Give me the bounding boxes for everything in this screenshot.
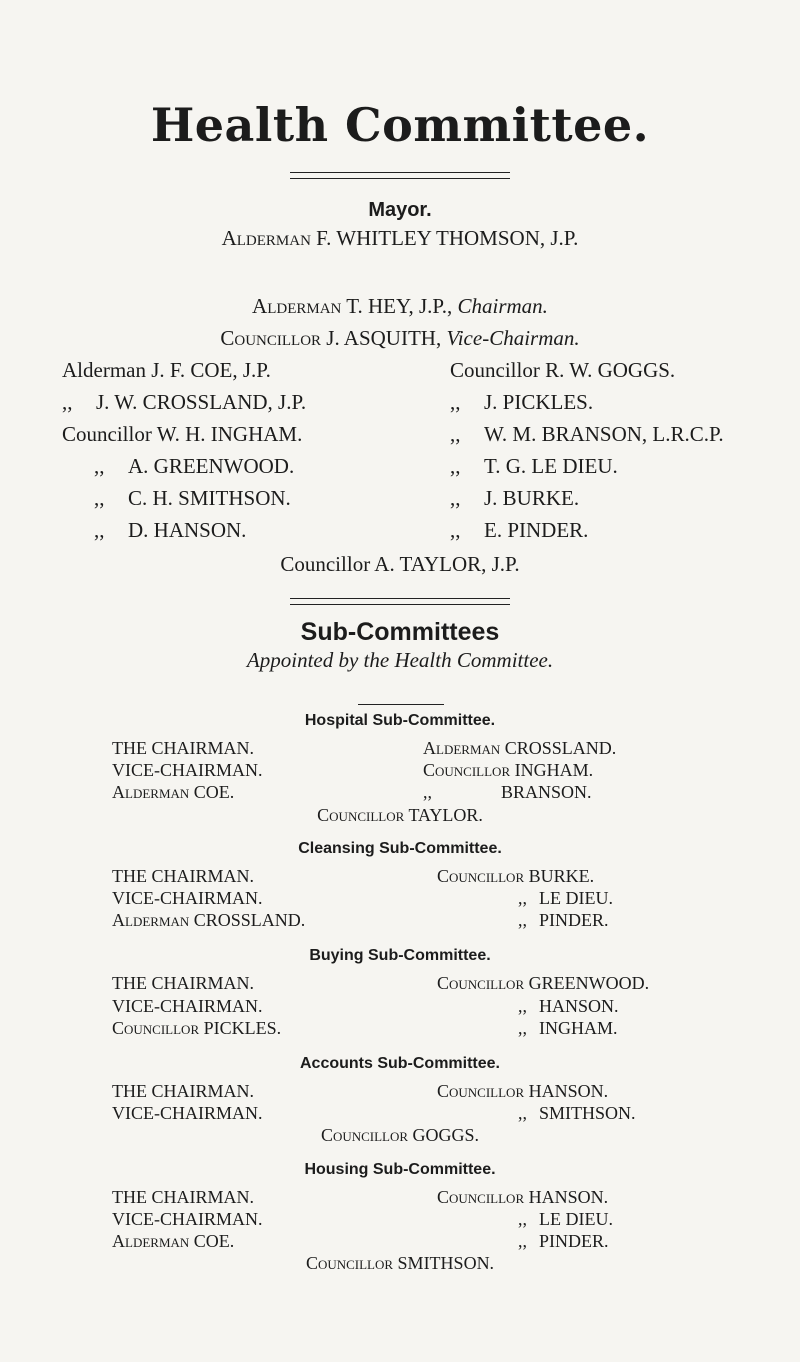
member-right-4: ,, T. G. LE DIEU.: [450, 454, 618, 478]
hospital-last: Councillor TAYLOR.: [317, 805, 483, 825]
vice-chairman-line: [0, 326, 800, 351]
ditto-mark: ,,: [450, 390, 461, 414]
buying-left-3: Councillor PICKLES.: [112, 1018, 282, 1038]
buying-right-2: ,, HANSON.: [437, 996, 619, 1017]
accounts-left-1: THE CHAIRMAN.: [112, 1081, 254, 1101]
member-right-3: ,, W. M. BRANSON, L.R.C.P.: [450, 422, 724, 446]
section-heading-accounts: Accounts Sub-Committee.: [299, 1055, 500, 1072]
housing-left-2: VICE-CHAIRMAN.: [112, 1209, 263, 1229]
accounts-right-1: Councillor HANSON.: [437, 1081, 609, 1101]
mayor-heading: Mayor.: [368, 199, 432, 221]
member-left-2: ,, J. W. CROSSLAND, J.P.: [62, 390, 307, 414]
member-last: Councillor A. TAYLOR, J.P.: [280, 552, 520, 576]
cleansing-right-1: Councillor BURKE.: [437, 866, 595, 886]
buying-right-3: ,, INGHAM.: [437, 1018, 618, 1039]
ditto-mark: ,,: [94, 518, 105, 542]
section-heading-buying: Buying Sub-Committee.: [309, 947, 491, 964]
ditto-mark: ,,: [450, 454, 461, 478]
ditto-mark: ,,: [62, 390, 73, 414]
ditto-mark: ,,: [518, 996, 527, 1016]
vice-chairman-name: Councillor J. ASQUITH,: [220, 326, 442, 350]
member-left-5: ,, C. H. SMITHSON.: [94, 486, 291, 510]
member-left-6: ,, D. HANSON.: [94, 518, 247, 542]
hospital-left-3: Alderman COE.: [112, 782, 235, 802]
title-divider: [290, 172, 510, 179]
ditto-mark: ,,: [518, 888, 527, 908]
member-left-4: ,, A. GREENWOOD.: [94, 454, 295, 478]
ditto-mark: ,,: [94, 454, 105, 478]
ditto-mark: ,,: [94, 486, 105, 510]
subcommittees-divider: [358, 704, 444, 705]
ditto-mark: ,,: [450, 422, 461, 446]
ditto-mark: ,,: [518, 910, 527, 930]
housing-right-1: Councillor HANSON.: [437, 1187, 609, 1207]
hospital-right-1: Alderman CROSSLAND.: [423, 738, 617, 758]
ditto-mark: ,,: [450, 486, 461, 510]
accounts-right-2: ,, SMITHSON.: [437, 1103, 636, 1124]
ditto-mark: ,,: [450, 518, 461, 542]
member-right-6: ,, E. PINDER.: [450, 518, 589, 542]
member-right-1: Councillor R. W. GOGGS.: [450, 358, 676, 382]
ditto-mark: ,,: [423, 782, 432, 802]
housing-left-3: Alderman COE.: [112, 1231, 235, 1251]
ditto-mark: ,,: [518, 1018, 527, 1038]
hospital-left-1: THE CHAIRMAN.: [112, 738, 254, 758]
ditto-mark: ,,: [518, 1209, 527, 1229]
chairman-name: Alderman T. HEY, J.P.,: [252, 294, 453, 318]
hospital-right-3: ,, BRANSON.: [423, 782, 592, 802]
member-left-3: Councillor W. H. INGHAM.: [62, 422, 303, 446]
subcommittees-heading: Sub-Committees: [300, 618, 500, 646]
hospital-left-2: VICE-CHAIRMAN.: [112, 760, 263, 780]
hospital-right-2: Councillor INGHAM.: [423, 760, 594, 780]
section-heading-hospital: Hospital Sub-Committee.: [304, 712, 496, 729]
cleansing-right-3: ,, PINDER.: [437, 910, 609, 931]
cleansing-left-2: VICE-CHAIRMAN.: [112, 888, 263, 908]
buying-left-1: THE CHAIRMAN.: [112, 973, 254, 993]
buying-right-1: Councillor GREENWOOD.: [437, 973, 650, 993]
member-right-5: ,, J. BURKE.: [450, 486, 580, 510]
subcommittees-subheading: Appointed by the Health Committee.: [246, 648, 554, 672]
mayor-name: Alderman F. WHITLEY THOMSON, J.P.: [221, 226, 579, 250]
ditto-mark: ,,: [518, 1231, 527, 1251]
housing-last: Councillor SMITHSON.: [305, 1253, 495, 1273]
cleansing-right-2: ,, LE DIEU.: [437, 888, 613, 909]
ditto-mark: ,,: [518, 1103, 527, 1123]
buying-left-2: VICE-CHAIRMAN.: [112, 996, 263, 1016]
section-heading-cleansing: Cleansing Sub-Committee.: [298, 840, 502, 857]
chairman-role: Chairman.: [457, 294, 548, 318]
member-left-1: Alderman J. F. COE, J.P.: [62, 358, 271, 382]
housing-left-1: THE CHAIRMAN.: [112, 1187, 254, 1207]
housing-right-2: ,, LE DIEU.: [437, 1209, 613, 1230]
cleansing-left-3: Alderman CROSSLAND.: [112, 910, 306, 930]
accounts-left-2: VICE-CHAIRMAN.: [112, 1103, 263, 1123]
chairman-line: [0, 294, 800, 319]
housing-right-3: ,, PINDER.: [437, 1231, 609, 1252]
member-right-2: ,, J. PICKLES.: [450, 390, 594, 414]
accounts-last: Councillor GOGGS.: [320, 1125, 480, 1145]
cleansing-left-1: THE CHAIRMAN.: [112, 866, 254, 886]
vice-chairman-role: Vice-Chairman.: [446, 326, 580, 350]
page-title: Health Committee.: [150, 98, 650, 152]
members-divider: [290, 598, 510, 605]
section-heading-housing: Housing Sub-Committee.: [304, 1161, 496, 1178]
